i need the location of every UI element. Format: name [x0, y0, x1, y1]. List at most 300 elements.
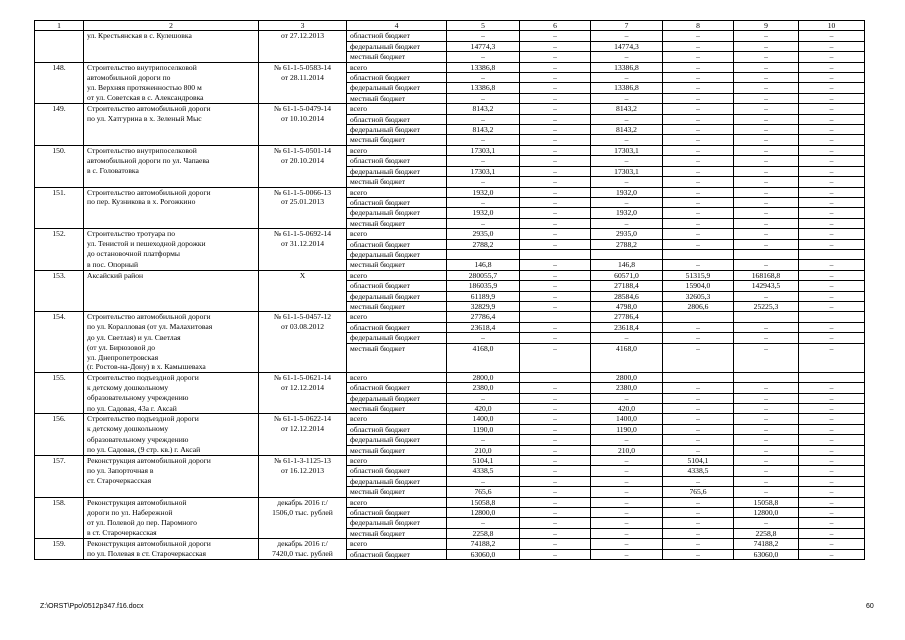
table-row [35, 393, 865, 403]
document-cell [259, 270, 347, 280]
amount-cell: – [520, 414, 591, 424]
object-name-cell [84, 239, 259, 249]
object-name-cell [84, 456, 259, 466]
funding-source: областной бюджет [347, 156, 447, 166]
amount-cell: – [520, 301, 591, 311]
document-cell [259, 539, 347, 549]
amount-cell: 13386,8 [447, 83, 520, 93]
object-name-cell [84, 435, 259, 445]
amount-cell: 1932,0 [447, 187, 520, 197]
object-name-cell [84, 414, 259, 424]
amount-cell: 2380,0 [447, 383, 520, 393]
funding-source: всего [347, 104, 447, 114]
object-name-cell [84, 487, 259, 497]
amount-cell: – [799, 73, 865, 83]
item-number [35, 528, 84, 538]
amount-cell: – [734, 41, 799, 51]
document-cell [259, 156, 347, 166]
document-line: от 12.12.2014 [280, 424, 325, 434]
document-line: декабрь 2016 г./ [277, 539, 328, 549]
amount-cell: – [734, 229, 799, 239]
funding-source: федеральный бюджет [347, 333, 447, 343]
amount-cell: – [520, 281, 591, 291]
amount-cell: 5104,1 [663, 456, 734, 466]
amount-cell: – [734, 114, 799, 124]
document-cell [259, 218, 347, 228]
amount-cell: 15058,8 [447, 497, 520, 507]
object-name-line: Строительство автомобильной дороги [87, 104, 211, 114]
amount-cell: – [663, 104, 734, 114]
object-name-line: Строительство тротуара по [87, 229, 176, 239]
table-row [35, 333, 865, 343]
amount-cell: 14774,3 [591, 41, 663, 51]
amount-cell: 1932,0 [447, 208, 520, 218]
funding-source: местный бюджет [347, 93, 447, 103]
object-name-cell [84, 291, 259, 301]
amount-cell: – [799, 435, 865, 445]
object-name-cell [84, 229, 259, 239]
amount-cell: 420,0 [591, 404, 663, 414]
object-name-line: в пос. Опорный [87, 259, 139, 269]
document-cell [259, 52, 347, 62]
table-row [35, 73, 865, 83]
amount-cell: – [663, 445, 734, 455]
table-row [35, 125, 865, 135]
object-name-cell [84, 145, 259, 155]
funding-source: федеральный бюджет [347, 166, 447, 176]
item-number [35, 208, 84, 218]
document-cell [259, 177, 347, 187]
funding-source: областной бюджет [347, 281, 447, 291]
amount-cell: – [734, 424, 799, 434]
amount-cell: 5104,1 [447, 456, 520, 466]
amount-cell: 13386,8 [591, 83, 663, 93]
funding-source: областной бюджет [347, 383, 447, 393]
object-name-cell [84, 62, 259, 72]
document-cell [259, 166, 347, 176]
document-cell [259, 125, 347, 135]
amount-cell: – [520, 424, 591, 434]
column-number: 6 [520, 21, 591, 31]
document-cell [259, 291, 347, 301]
funding-source: федеральный бюджет [347, 41, 447, 51]
object-name-cell [84, 518, 259, 528]
amount-cell: – [663, 497, 734, 507]
object-name-cell [84, 393, 259, 403]
amount-cell: – [734, 333, 799, 343]
amount-cell: – [663, 62, 734, 72]
object-name-line: ст. Старочеркасская [87, 476, 152, 486]
amount-cell: – [520, 497, 591, 507]
document-cell [259, 41, 347, 51]
document-cell [259, 301, 347, 311]
object-name-cell [84, 41, 259, 51]
document-cell [259, 322, 347, 332]
column-number: 3 [259, 21, 347, 31]
table-row [35, 145, 865, 155]
item-number [35, 301, 84, 311]
table-row [35, 322, 865, 332]
amount-cell: – [591, 497, 663, 507]
amount-cell: – [663, 528, 734, 538]
document-cell [259, 445, 347, 455]
amount-cell: – [520, 177, 591, 187]
document-line: от 20.10.2014 [280, 155, 325, 165]
amount-cell: – [520, 187, 591, 197]
document-line: от 27.12.2013 [280, 31, 325, 41]
object-name-line: в с. Головатовка [87, 166, 139, 176]
amount-cell: – [799, 239, 865, 249]
item-number [35, 322, 84, 332]
object-name-line: ул. Верхняя протяженностью 800 м [87, 82, 202, 92]
amount-cell: – [799, 549, 865, 559]
amount-cell: – [591, 31, 663, 41]
funding-source: областной бюджет [347, 73, 447, 83]
document-cell [259, 229, 347, 239]
amount-cell: – [520, 393, 591, 403]
document-line: № 61-1-5-0066-13 [273, 187, 332, 197]
amount-cell: 15058,8 [734, 497, 799, 507]
object-name-line: по ул. Полевая в ст. Старочеркасская [87, 549, 207, 559]
amount-cell: – [663, 508, 734, 518]
document-cell [259, 372, 347, 382]
amount-cell: – [734, 177, 799, 187]
amount-cell: – [799, 218, 865, 228]
document-line: № 61-1-5-0457-12 [273, 312, 332, 322]
document-cell [259, 487, 347, 497]
object-name-cell [84, 528, 259, 538]
document-line: № 61-1-5-0501-14 [273, 145, 332, 155]
item-number [35, 156, 84, 166]
amount-cell: 1400,0 [447, 414, 520, 424]
amount-cell: – [799, 393, 865, 403]
amount-cell: – [520, 83, 591, 93]
amount-cell: – [663, 414, 734, 424]
funding-source: областной бюджет [347, 549, 447, 559]
table-row [35, 260, 865, 270]
amount-cell: – [591, 528, 663, 538]
column-number: 10 [799, 21, 865, 31]
amount-cell: – [799, 208, 865, 218]
object-name-line: Строительство подъездной дороги [87, 372, 199, 382]
funding-source: местный бюджет [347, 528, 447, 538]
amount-cell: 25225,3 [734, 301, 799, 311]
amount-cell: 2788,2 [591, 239, 663, 249]
object-name-line: дороги по ул. Набережной [87, 507, 173, 517]
item-number [35, 93, 84, 103]
amount-cell: – [663, 31, 734, 41]
table-row [35, 497, 865, 507]
amount-cell: 8143,2 [447, 104, 520, 114]
amount-cell: – [663, 424, 734, 434]
table-row [35, 435, 865, 445]
document-cell [259, 104, 347, 114]
object-name-line: Строительство внутрипоселковой [87, 145, 197, 155]
document-line: от 31.12.2014 [280, 239, 325, 249]
amount-cell: – [799, 281, 865, 291]
funding-source: местный бюджет [347, 135, 447, 145]
amount-cell: – [591, 539, 663, 549]
object-name-cell [84, 383, 259, 393]
amount-cell: – [520, 239, 591, 249]
amount-cell: – [591, 135, 663, 145]
amount-cell: – [734, 404, 799, 414]
amount-cell: – [799, 177, 865, 187]
amount-cell: 2258,8 [734, 528, 799, 538]
amount-cell: – [520, 156, 591, 166]
document-cell [259, 476, 347, 486]
amount-cell [520, 249, 591, 259]
item-number [35, 333, 84, 343]
table-row [35, 383, 865, 393]
column-number: 5 [447, 21, 520, 31]
amount-cell: – [734, 166, 799, 176]
amount-cell: 60571,0 [591, 270, 663, 280]
object-name-line: ул. Тенистой и пешеходной дорожки [87, 239, 206, 249]
funding-source: местный бюджет [347, 218, 447, 228]
object-name-cell [84, 166, 259, 176]
object-name-line: по ул. Запорточная в [87, 465, 154, 475]
amount-cell: 2935,0 [591, 229, 663, 239]
amount-cell: – [520, 31, 591, 41]
document-cell [259, 414, 347, 424]
amount-cell: – [520, 333, 591, 343]
item-number [35, 135, 84, 145]
object-name-cell [84, 52, 259, 62]
amount-cell: – [447, 518, 520, 528]
item-number: 155. [35, 372, 84, 382]
table-row [35, 281, 865, 291]
document-cell [259, 518, 347, 528]
object-name-cell [84, 445, 259, 455]
object-name-line: до остановочной платформы [87, 249, 180, 259]
amount-cell: 23618,4 [447, 322, 520, 332]
item-number [35, 197, 84, 207]
item-number: 152. [35, 229, 84, 239]
object-name-line: по ул. Садовая, (9 стр. кв.) г. Аксай [87, 445, 201, 455]
amount-cell: 27188,4 [591, 281, 663, 291]
item-number [35, 291, 84, 301]
object-name-line: Строительство подъездной дороги [87, 414, 199, 424]
amount-cell: – [734, 31, 799, 41]
amount-cell: – [520, 518, 591, 528]
amount-cell: 17303,1 [447, 145, 520, 155]
amount-cell: 1190,0 [591, 424, 663, 434]
amount-cell: – [663, 73, 734, 83]
amount-cell: – [799, 270, 865, 280]
amount-cell: – [591, 156, 663, 166]
object-name-cell [84, 322, 259, 332]
table-row [35, 424, 865, 434]
table-row [35, 487, 865, 497]
amount-cell: – [799, 518, 865, 528]
column-number: 2 [84, 21, 259, 31]
amount-cell: – [520, 93, 591, 103]
item-number [35, 343, 84, 372]
amount-cell: – [663, 383, 734, 393]
document-cell [259, 466, 347, 476]
item-number [35, 166, 84, 176]
object-name-cell [84, 114, 259, 124]
funding-source: областной бюджет [347, 197, 447, 207]
column-number: 7 [591, 21, 663, 31]
amount-cell: – [799, 41, 865, 51]
amount-cell: – [799, 343, 865, 372]
column-number: 1 [35, 21, 84, 31]
document-line: № 61-1-5-0692-14 [273, 229, 332, 239]
amount-cell: – [799, 539, 865, 549]
amount-cell: – [591, 487, 663, 497]
object-name-line: от ул. Полевой до пер. Паромного [87, 517, 197, 527]
amount-cell [799, 249, 865, 259]
amount-cell: 4168,0 [591, 343, 663, 372]
amount-cell: – [447, 177, 520, 187]
amount-cell: – [520, 218, 591, 228]
object-name-cell [84, 372, 259, 382]
amount-cell: 8143,2 [591, 125, 663, 135]
item-number: 149. [35, 104, 84, 114]
document-line: декабрь 2016 г./ [277, 497, 328, 507]
amount-cell: – [591, 456, 663, 466]
document-cell [259, 528, 347, 538]
item-number [35, 239, 84, 249]
amount-cell: – [799, 31, 865, 41]
amount-cell: – [447, 52, 520, 62]
amount-cell: 27786,4 [447, 312, 520, 322]
amount-cell [799, 312, 865, 322]
amount-cell: – [447, 435, 520, 445]
amount-cell: – [520, 270, 591, 280]
amount-cell: – [663, 52, 734, 62]
amount-cell: – [734, 414, 799, 424]
object-name-cell [84, 508, 259, 518]
funding-source: федеральный бюджет [347, 435, 447, 445]
amount-cell [734, 312, 799, 322]
item-number [35, 476, 84, 486]
document-line: 1506,0 тыс. рублей [272, 507, 333, 517]
item-number [35, 114, 84, 124]
amount-cell: – [447, 197, 520, 207]
amount-cell: – [663, 135, 734, 145]
object-name-line: Реконструкция автомобильной дороги [87, 456, 211, 466]
item-number [35, 218, 84, 228]
object-name-line: Строительство автомобильной дороги [87, 312, 211, 322]
object-name-line: Реконструкция автомобильной дороги [87, 539, 211, 549]
item-number [35, 31, 84, 41]
amount-cell: 2258,8 [447, 528, 520, 538]
document-cell [259, 549, 347, 559]
table-row [35, 166, 865, 176]
document-cell [259, 197, 347, 207]
amount-cell: – [447, 73, 520, 83]
object-name-cell [84, 466, 259, 476]
amount-cell: – [799, 62, 865, 72]
amount-cell: – [734, 456, 799, 466]
amount-cell: 420,0 [447, 404, 520, 414]
object-name-cell [84, 31, 259, 41]
funding-source: всего [347, 497, 447, 507]
object-name-cell [84, 497, 259, 507]
object-name-line: по ул. Хатгурина в х. Зеленый Мыс [87, 114, 202, 124]
funding-source: всего [347, 456, 447, 466]
document-cell [259, 145, 347, 155]
amount-cell: – [734, 83, 799, 93]
amount-cell: – [734, 156, 799, 166]
table-row [35, 31, 865, 41]
amount-cell: – [591, 549, 663, 559]
amount-cell: – [799, 291, 865, 301]
amount-cell: – [447, 218, 520, 228]
funding-source: всего [347, 187, 447, 197]
amount-cell: – [734, 435, 799, 445]
amount-cell: – [520, 343, 591, 372]
amount-cell: – [663, 114, 734, 124]
amount-cell: – [520, 114, 591, 124]
funding-source: областной бюджет [347, 322, 447, 332]
amount-cell: – [663, 156, 734, 166]
item-number: 157. [35, 456, 84, 466]
amount-cell: – [591, 518, 663, 528]
item-number [35, 508, 84, 518]
amount-cell: – [799, 93, 865, 103]
amount-cell: – [799, 322, 865, 332]
table-row [35, 229, 865, 239]
document-cell [259, 281, 347, 291]
amount-cell: – [520, 145, 591, 155]
amount-cell: 2380,0 [591, 383, 663, 393]
funding-source: всего [347, 62, 447, 72]
object-name-cell [84, 476, 259, 486]
amount-cell: – [520, 166, 591, 176]
object-name-line: к детскому дошкольному [87, 382, 169, 392]
amount-cell: – [799, 104, 865, 114]
amount-cell: – [663, 539, 734, 549]
table-row [35, 301, 865, 311]
amount-cell: – [799, 383, 865, 393]
funding-source: всего [347, 229, 447, 239]
amount-cell: – [734, 208, 799, 218]
amount-cell: – [663, 229, 734, 239]
amount-cell: – [591, 93, 663, 103]
amount-cell [663, 372, 734, 382]
object-name-cell [84, 135, 259, 145]
amount-cell: 63060,0 [447, 549, 520, 559]
funding-source: областной бюджет [347, 508, 447, 518]
table-row [35, 104, 865, 114]
document-cell [259, 249, 347, 259]
amount-cell: – [591, 333, 663, 343]
amount-cell: – [447, 114, 520, 124]
amount-cell: – [799, 166, 865, 176]
amount-cell: – [520, 322, 591, 332]
table-row [35, 114, 865, 124]
object-name-cell [84, 333, 259, 343]
amount-cell: – [663, 218, 734, 228]
funding-source: местный бюджет [347, 343, 447, 372]
amount-cell: – [520, 135, 591, 145]
table-row [35, 239, 865, 249]
item-number: 156. [35, 414, 84, 424]
item-number [35, 249, 84, 259]
amount-cell: 2935,0 [447, 229, 520, 239]
table-row [35, 218, 865, 228]
amount-cell: – [663, 239, 734, 249]
column-number: 4 [347, 21, 447, 31]
amount-cell: – [734, 466, 799, 476]
object-name-line: Реконструкция автомобильной [87, 497, 187, 507]
amount-cell: – [591, 218, 663, 228]
document-cell [259, 93, 347, 103]
